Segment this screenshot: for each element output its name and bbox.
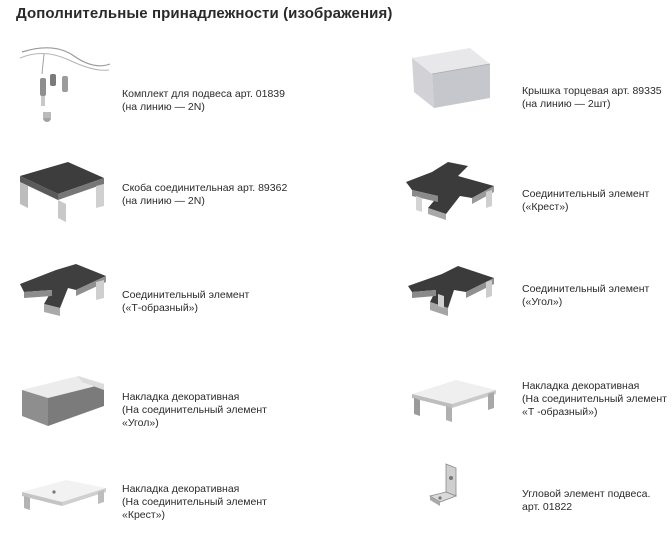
cross-cover-icon: [18, 476, 110, 516]
item-8-description: Накладка декоративная (На соединительный элемент «Т -образный»): [522, 380, 667, 418]
end-cap-icon: [408, 46, 496, 116]
corner-connector-icon: [404, 260, 498, 320]
item-1-description: Комплект для подвеса арт. 01839 (на линию — 2N): [122, 88, 285, 113]
item-4-description: Соединительный элемент («Крест»): [522, 188, 650, 213]
item-6-description: Соединительный элемент («Угол»): [522, 283, 650, 308]
t-cover-icon: [406, 372, 500, 428]
connecting-bracket-icon: [16, 156, 108, 224]
item-5-description: Соединительный элемент («Т-образный»): [122, 289, 250, 314]
item-9-description: Накладка декоративная (На соединительный элемент «Крест»): [122, 483, 267, 521]
item-7-description: Накладка декоративная (На соединительный элемент «Угол»): [122, 391, 267, 429]
corner-cover-icon: [18, 370, 108, 432]
cross-connector-icon: [402, 156, 498, 222]
page-title: Дополнительные принадлежности (изображения): [16, 5, 393, 22]
item-2-description: Крышка торцевая арт. 89335 (на линию — 2шт): [522, 85, 662, 110]
item-10-description: Угловой элемент подвеса. арт. 01822: [522, 488, 651, 513]
corner-hanger-icon: [426, 460, 470, 516]
suspension-kit-icon: [14, 44, 114, 134]
item-3-description: Скоба соединительная арт. 89362 (на линию — 2N): [122, 182, 288, 207]
t-connector-icon: [16, 260, 110, 320]
